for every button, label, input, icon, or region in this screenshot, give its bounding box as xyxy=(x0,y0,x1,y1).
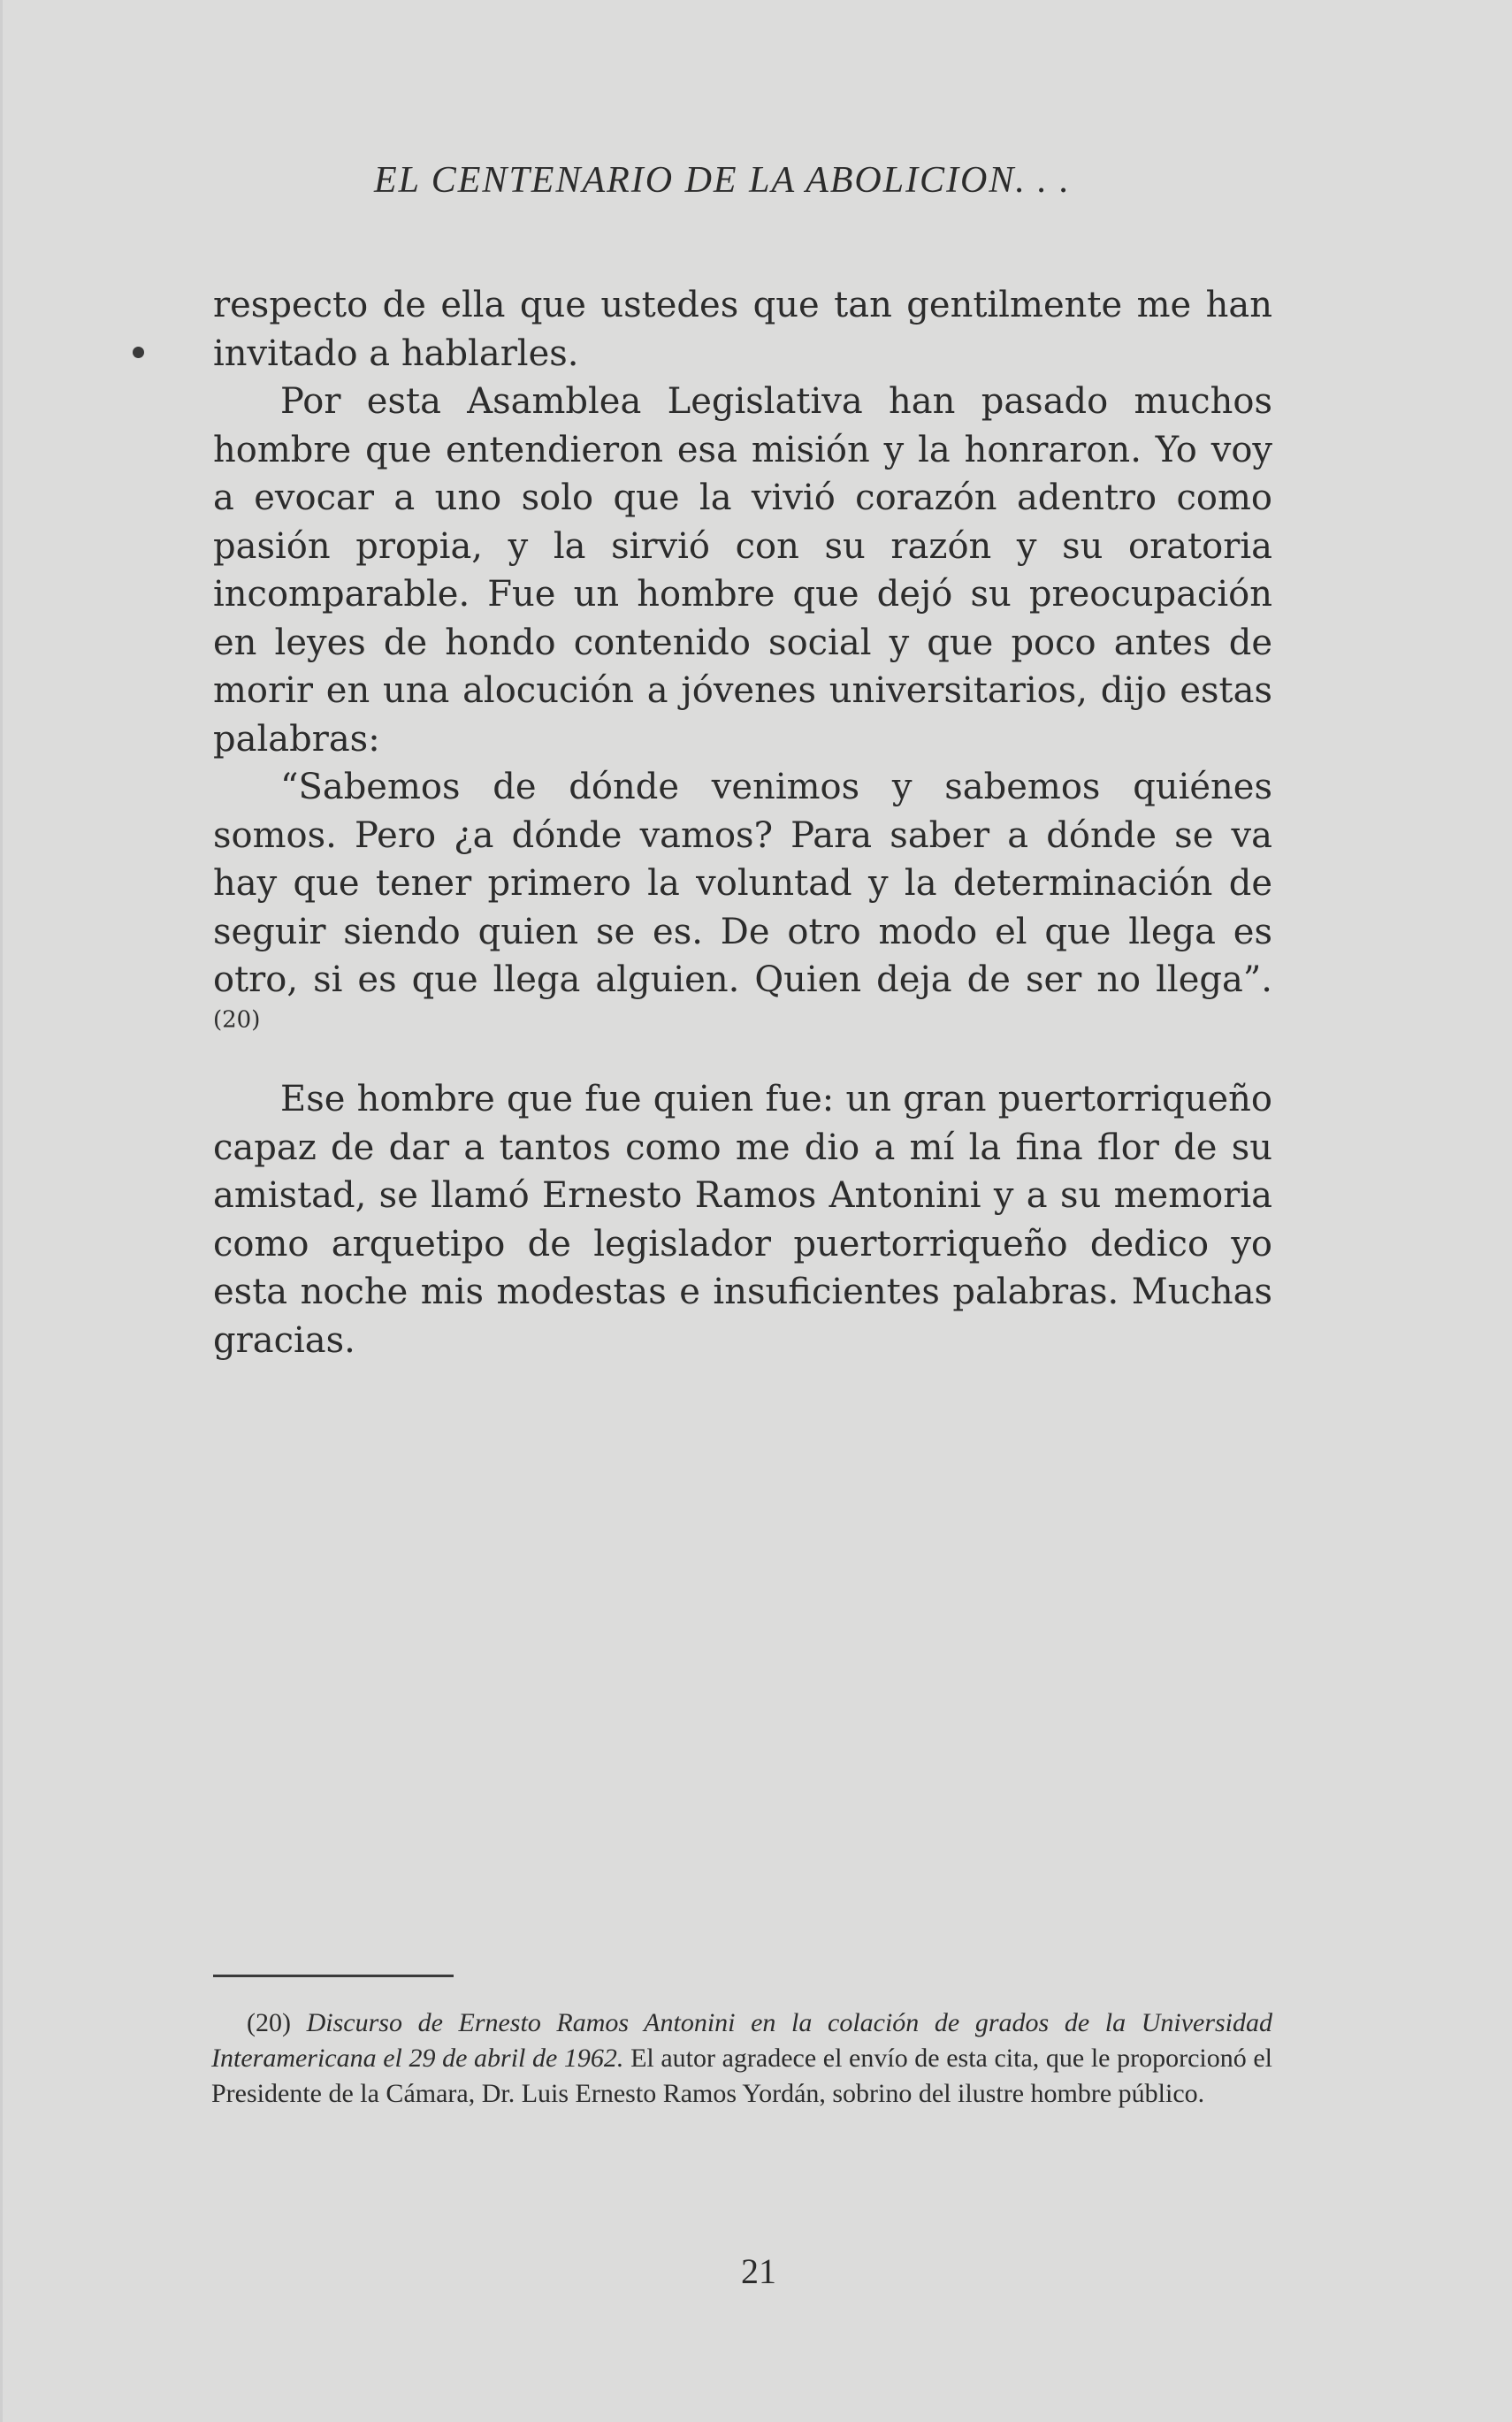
paragraph-asamblea: Por esta Asamblea Legislativa han pasado muchos hombre que entendieron esa misión y la honraron. Yo voy a evocar a uno solo que la vivió corazón adentro como pasión propia, y la sirvió con su razón y su oratoria incomparable. Fue un hombre que dejó su preocupación en leyes de hondo contenido social y que poco antes de morir en una alocución a jóvenes universitarios, dijo estas palabras: xyxy=(213,381,1272,760)
paragraph-quote xyxy=(213,763,1272,1052)
footnote-note: El autor agradece el envío de esta cita, que le proporcionó el Presidente de la Cámara, Dr. Luis Ernesto Ramos Yordán, sobrino del ilustre hombre público. xyxy=(211,2044,1272,2108)
footnote-reference[interactable]: (20) xyxy=(213,1006,261,1034)
body-text xyxy=(213,281,1272,1364)
quote-text: “Sabemos de dónde venimos y sabemos quiénes somos. Pero ¿a dónde vamos? Para saber a dónde se va hay que tener primero la voluntad y la determinación de seguir siendo quien se es. De otro modo el que llega es otro, si es que llega alguien. Quien deja de ser no llega”. xyxy=(213,767,1272,1000)
footnote xyxy=(211,2006,1272,2112)
ink-speck xyxy=(133,347,144,358)
footnote-number: (20) xyxy=(247,2008,291,2037)
paragraph-closing: Ese hombre que fue quien fue: un gran puertorriqueño capaz de dar a tantos como me dio a mí la fina flor de su amistad, se llamó Ernesto Ramos Antonini y a su memoria como arquetipo de legislador puertorriqueño dedico yo esta noche mis modestas e insuficientes palabras. Muchas gracias. xyxy=(213,1079,1272,1361)
running-header: EL CENTENARIO DE LA ABOLICION. . . xyxy=(374,160,1071,201)
footnote-divider xyxy=(213,1975,454,1977)
page-number: 21 xyxy=(741,2251,776,2291)
footnote-citation: Discurso de Ernesto Ramos Antonini en la colación de grados de la Universidad Interamericana el 29 de abril de 1962. xyxy=(211,2008,1273,2073)
paragraph-continuation: respecto de ella que ustedes que tan gentilmente me han invitado a hablarles. xyxy=(213,285,1272,374)
